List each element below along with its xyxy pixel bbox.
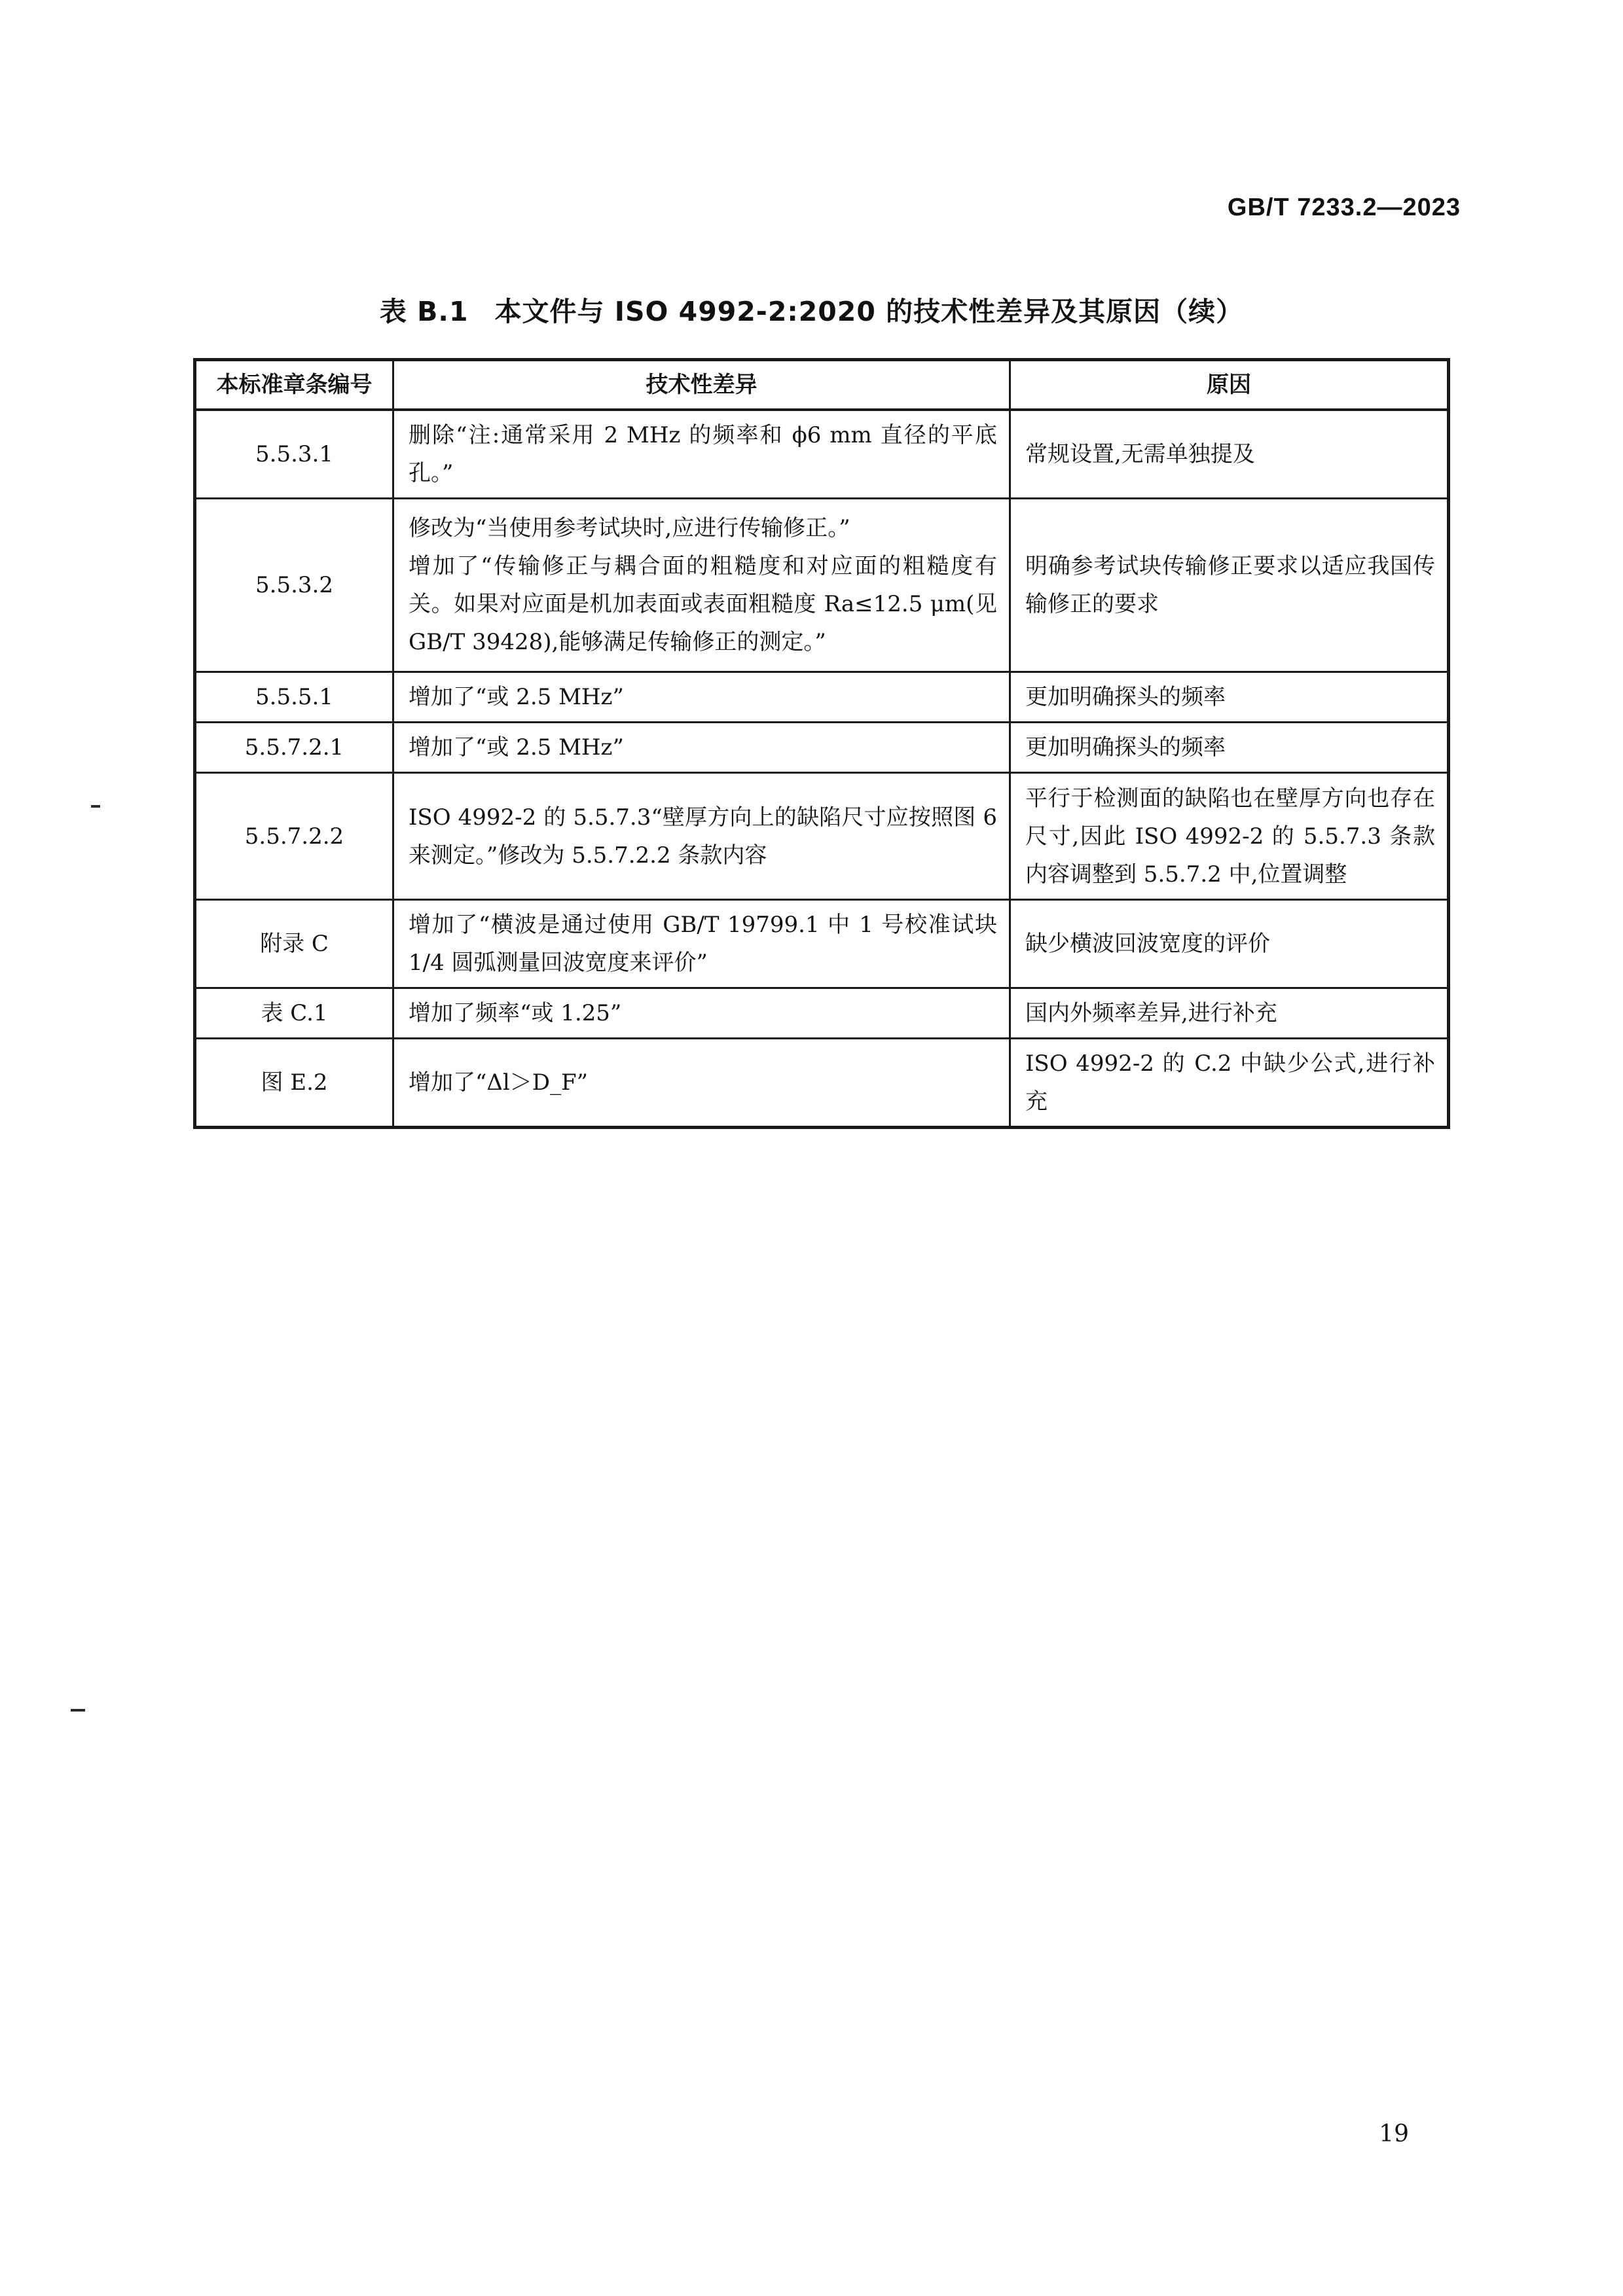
clause-cell: 5.5.3.1: [195, 410, 393, 499]
table-title-text: 本文件与 ISO 4992-2:2020 的技术性差异及其原因（续）: [494, 296, 1244, 327]
clause-cell: 附录 C: [195, 900, 393, 988]
reason-cell: 更加明确探头的频率: [1010, 672, 1449, 723]
table-row: [195, 672, 1449, 723]
difference-cell: ISO 4992-2 的 5.5.7.3“壁厚方向上的缺陷尺寸应按照图 6 来测定。”修改为 5.5.7.2.2 条款内容: [393, 773, 1010, 900]
difference-cell: 增加了“Δl＞D_F”: [393, 1039, 1010, 1128]
difference-line: 修改为“当使用参考试块时,应进行传输修正。”: [409, 515, 850, 541]
difference-cell: 删除“注:通常采用 2 MHz 的频率和 ϕ6 mm 直径的平底孔。”: [393, 410, 1010, 499]
table-title-label: 表 B.1: [379, 296, 469, 327]
clause-cell: 5.5.3.2: [195, 499, 393, 672]
scan-mark: [71, 1709, 85, 1712]
difference-line: 增加了“传输修正与耦合面的粗糙度和对应面的粗糙度有关。如果对应面是机加表面或表面粗糙度 Ra≤12.5 μm(见 GB/T 39428),能够满足传输修正的测定。”: [409, 553, 997, 655]
table-row: [195, 900, 1449, 988]
table-row: [195, 988, 1449, 1039]
clause-cell: 5.5.5.1: [195, 672, 393, 723]
column-header-clause: 本标准章条编号: [195, 360, 393, 410]
difference-cell: 增加了“或 2.5 MHz”: [393, 723, 1010, 773]
reason-cell: 常规设置,无需单独提及: [1010, 410, 1449, 499]
scan-mark: [91, 805, 100, 808]
clause-cell: 图 E.2: [195, 1039, 393, 1128]
standard-number: GB/T 7233.2—2023: [1227, 194, 1461, 221]
table-row: [195, 723, 1449, 773]
clause-cell: 5.5.7.2.1: [195, 723, 393, 773]
reason-cell: 平行于检测面的缺陷也在壁厚方向也存在尺寸,因此 ISO 4992-2 的 5.5.7.3 条款内容调整到 5.5.7.2 中,位置调整: [1010, 773, 1449, 900]
clause-cell: 5.5.7.2.2: [195, 773, 393, 900]
column-header-difference: 技术性差异: [393, 360, 1010, 410]
reason-cell: 国内外频率差异,进行补充: [1010, 988, 1449, 1039]
table-row: [195, 499, 1449, 672]
table-title: [0, 290, 1623, 329]
table-row: [195, 1039, 1449, 1128]
table-header-row: [195, 360, 1449, 410]
table-row: [195, 773, 1449, 900]
technical-differences-table: [193, 358, 1450, 1129]
reason-cell: 明确参考试块传输修正要求以适应我国传输修正的要求: [1010, 499, 1449, 672]
clause-cell: 表 C.1: [195, 988, 393, 1039]
reason-cell: ISO 4992-2 的 C.2 中缺少公式,进行补充: [1010, 1039, 1449, 1128]
difference-cell: 增加了“横波是通过使用 GB/T 19799.1 中 1 号校准试块 1/4 圆弧测量回波宽度来评价”: [393, 900, 1010, 988]
difference-cell: 增加了“或 2.5 MHz”: [393, 672, 1010, 723]
reason-cell: 缺少横波回波宽度的评价: [1010, 900, 1449, 988]
page-number: 19: [1379, 2121, 1409, 2147]
reason-cell: 更加明确探头的频率: [1010, 723, 1449, 773]
difference-cell: 增加了频率“或 1.25”: [393, 988, 1010, 1039]
table-row: [195, 410, 1449, 499]
difference-cell: [393, 499, 1010, 672]
column-header-reason: 原因: [1010, 360, 1449, 410]
